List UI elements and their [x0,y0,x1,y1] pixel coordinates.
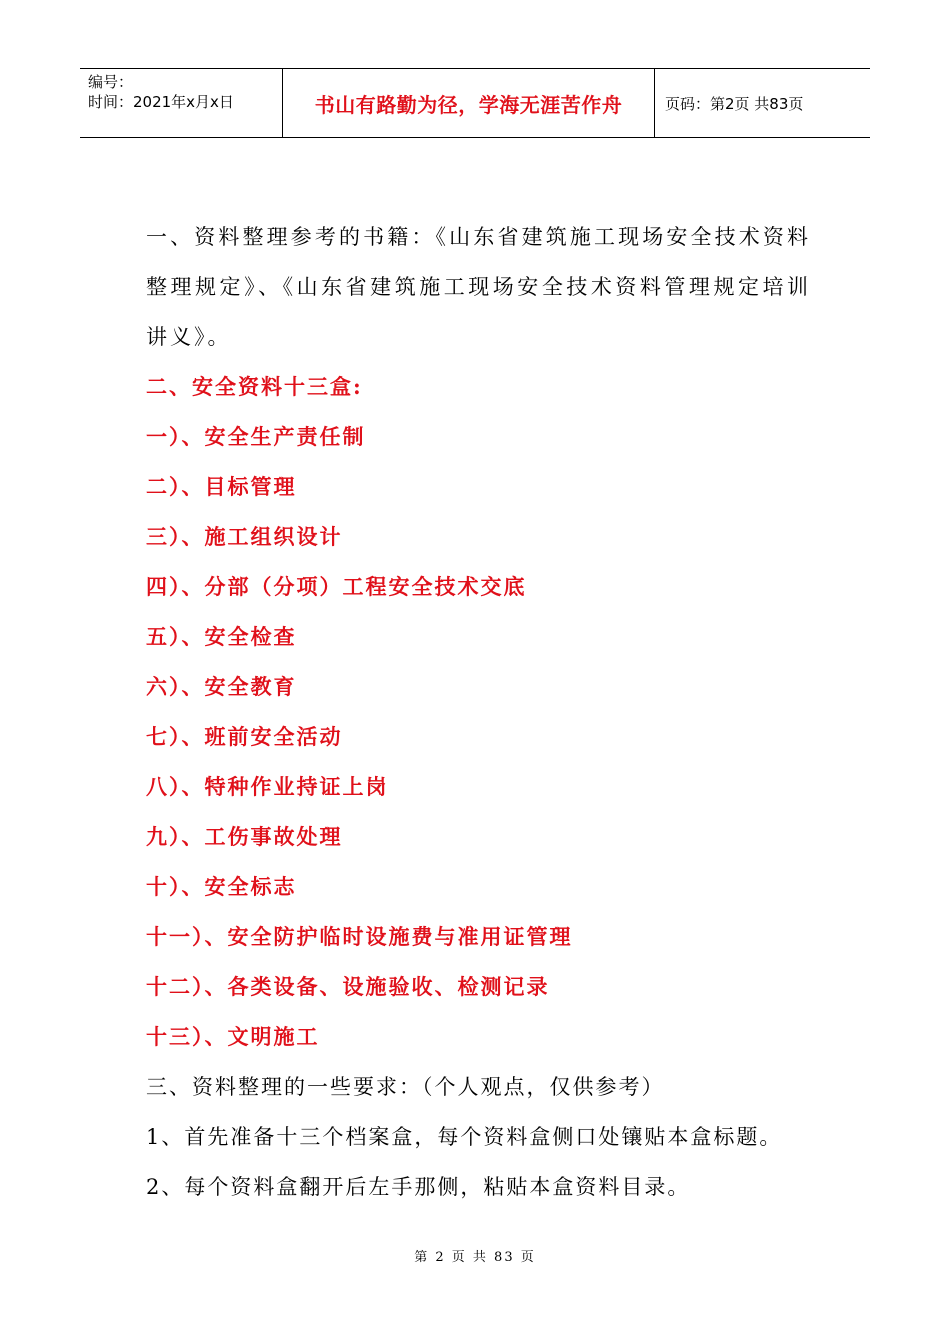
box-item: 二）、目标管理 [146,474,297,499]
requirements-title: 三、资料整理的一些要求：（个人观点，仅供参考） [146,1075,665,1099]
box-item: 五）、安全检查 [146,624,297,649]
box-item: 十）、安全标志 [146,874,297,899]
requirement-item: 1、首先准备十三个档案盒，每个资料盒侧口处镶贴本盒标题。 [146,1125,783,1149]
box-item: 四）、分部（分项）工程安全技术交底 [146,574,527,599]
intro-paragraph: 一、资料整理参考的书籍：《山东省建筑施工现场安全技术资料整理规定》、《山东省建筑施工现场安全技术资料管理规定培训讲义》。 [146,225,811,349]
box-item: 六）、安全教育 [146,674,297,699]
document-number-label: 编号： [88,73,134,91]
header-page-info: 页码：第2页 共83页 [665,94,804,113]
section-title-boxes: 二、安全资料十三盒: [146,374,363,399]
page-footer: 第 2 页 共 83 页 [414,1250,536,1265]
box-item: 七）、班前安全活动 [146,724,343,749]
box-item: 三）、施工组织设计 [146,524,343,549]
box-item: 八）、特种作业持证上岗 [146,774,389,799]
box-item: 十二）、各类设备、设施验收、检测记录 [146,974,550,999]
box-item: 一）、安全生产责任制 [146,424,366,449]
box-item: 十一）、安全防护临时设施费与准用证管理 [146,924,573,949]
page-header [80,68,870,138]
header-meta-cell [80,69,283,137]
requirement-item: 2、每个资料盒翻开后左手那侧，粘贴本盒资料目录。 [146,1175,691,1199]
header-motto: 书山有路勤为径，学海无涯苦作舟 [314,92,623,117]
header-motto-cell [283,69,655,137]
header-page-cell [655,69,870,137]
box-item: 十三）、文明施工 [146,1024,320,1049]
document-time-label: 时间：2021年x月x日 [88,93,234,111]
box-item: 九）、工伤事故处理 [146,824,343,849]
document-body [146,212,811,1212]
